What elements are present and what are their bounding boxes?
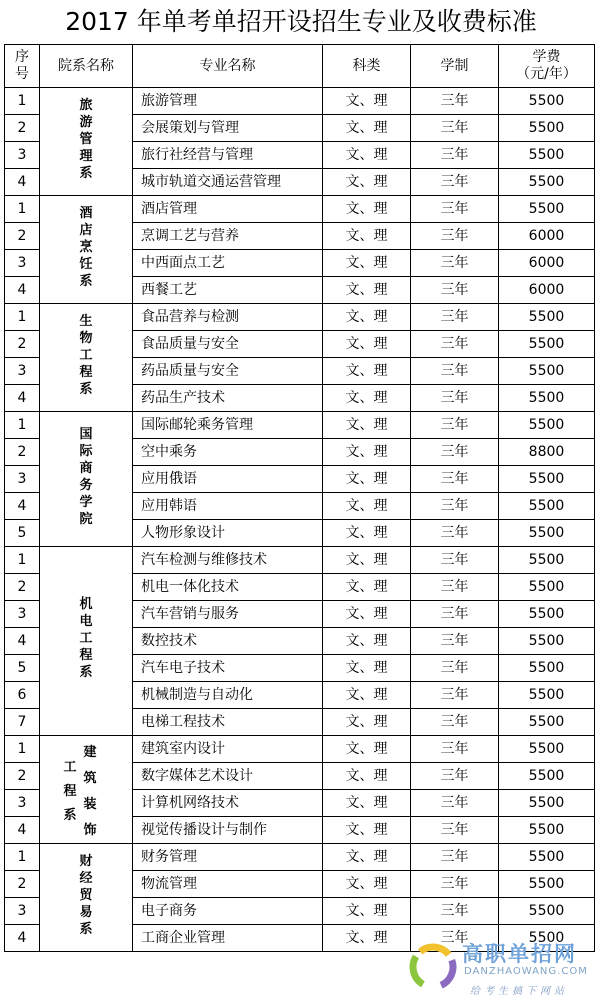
department-name-part: 建筑装饰: [83, 744, 97, 838]
major-name: 旅游管理: [133, 88, 323, 115]
tuition-fee: 5500: [499, 844, 595, 871]
department-name: [40, 304, 133, 412]
table-row: [5, 844, 595, 871]
department-name-part: 工程系: [63, 759, 77, 823]
major-name: 汽车电子技术: [133, 655, 323, 682]
major-name: 计算机网络技术: [133, 790, 323, 817]
row-index: 3: [5, 358, 40, 385]
tuition-fee: 5500: [499, 304, 595, 331]
tuition-fee: 6000: [499, 223, 595, 250]
major-name: 工商企业管理: [133, 925, 323, 952]
subject-type: 文、理: [323, 304, 411, 331]
subject-type: 文、理: [323, 655, 411, 682]
row-index: 1: [5, 88, 40, 115]
study-duration: 三年: [411, 331, 499, 358]
row-index: 2: [5, 574, 40, 601]
major-name: 应用韩语: [133, 493, 323, 520]
watermark-slogan: 给考生搞下网站: [470, 986, 568, 997]
row-index: 4: [5, 277, 40, 304]
tuition-fee: 5500: [499, 574, 595, 601]
tuition-fee: 5500: [499, 871, 595, 898]
department-name: [40, 88, 133, 196]
tuition-fee: 5500: [499, 682, 595, 709]
row-index: 2: [5, 331, 40, 358]
subject-type: 文、理: [323, 223, 411, 250]
subject-type: 文、理: [323, 250, 411, 277]
subject-type: 文、理: [323, 115, 411, 142]
major-name: 视觉传播设计与制作: [133, 817, 323, 844]
major-name: 财务管理: [133, 844, 323, 871]
tuition-fee: 5500: [499, 169, 595, 196]
row-index: 3: [5, 601, 40, 628]
major-name: 电梯工程技术: [133, 709, 323, 736]
study-duration: 三年: [411, 277, 499, 304]
study-duration: 三年: [411, 304, 499, 331]
header-index: 序号: [5, 45, 40, 88]
watermark-url: DANZHAOWANG.COM: [464, 966, 588, 977]
row-index: 2: [5, 115, 40, 142]
study-duration: 三年: [411, 628, 499, 655]
major-name: 物流管理: [133, 871, 323, 898]
major-name: 药品生产技术: [133, 385, 323, 412]
major-name: 数控技术: [133, 628, 323, 655]
department-name: [40, 736, 133, 844]
subject-type: 文、理: [323, 709, 411, 736]
major-name: 药品质量与安全: [133, 358, 323, 385]
department-name-text: 国际商务学院: [79, 426, 93, 527]
study-duration: 三年: [411, 169, 499, 196]
row-index: 1: [5, 736, 40, 763]
study-duration: 三年: [411, 547, 499, 574]
header-dept: 院系名称: [40, 45, 133, 88]
row-index: 4: [5, 925, 40, 952]
row-index: 4: [5, 628, 40, 655]
major-name: 机械制造与自动化: [133, 682, 323, 709]
subject-type: 文、理: [323, 358, 411, 385]
page-title: 2017 年单考单招开设招生专业及收费标准: [65, 7, 537, 36]
major-name: 汽车检测与维修技术: [133, 547, 323, 574]
department-name-text: 酒店烹饪系: [79, 205, 93, 289]
major-name: 酒店管理: [133, 196, 323, 223]
study-duration: 三年: [411, 88, 499, 115]
study-duration: 三年: [411, 196, 499, 223]
major-name: 会展策划与管理: [133, 115, 323, 142]
tuition-fee: 5500: [499, 628, 595, 655]
tuition-fee: 5500: [499, 817, 595, 844]
subject-type: 文、理: [323, 925, 411, 952]
major-name: 建筑室内设计: [133, 736, 323, 763]
table-header-row: [5, 45, 595, 88]
row-index: 3: [5, 250, 40, 277]
subject-type: 文、理: [323, 844, 411, 871]
major-name: 食品营养与检测: [133, 304, 323, 331]
tuition-fee: 5500: [499, 88, 595, 115]
table-row: [5, 88, 595, 115]
major-name: 中西面点工艺: [133, 250, 323, 277]
study-duration: 三年: [411, 898, 499, 925]
major-name: 电子商务: [133, 898, 323, 925]
subject-type: 文、理: [323, 871, 411, 898]
study-duration: 三年: [411, 493, 499, 520]
subject-type: 文、理: [323, 331, 411, 358]
major-name: 机电一体化技术: [133, 574, 323, 601]
tuition-fee: 5500: [499, 115, 595, 142]
study-duration: 三年: [411, 844, 499, 871]
row-index: 3: [5, 898, 40, 925]
header-subject: 科类: [323, 45, 411, 88]
tuition-fee: 5500: [499, 601, 595, 628]
tuition-fee: 8800: [499, 439, 595, 466]
table-body: [5, 88, 595, 952]
tuition-fee: 6000: [499, 250, 595, 277]
tuition-fee: 5500: [499, 520, 595, 547]
subject-type: 文、理: [323, 682, 411, 709]
study-duration: 三年: [411, 520, 499, 547]
study-duration: 三年: [411, 601, 499, 628]
row-index: 3: [5, 466, 40, 493]
table-row: [5, 196, 595, 223]
study-duration: 三年: [411, 412, 499, 439]
row-index: 1: [5, 547, 40, 574]
tuition-fee: 5500: [499, 196, 595, 223]
row-index: 6: [5, 682, 40, 709]
major-name: 旅行社经营与管理: [133, 142, 323, 169]
major-name: 人物形象设计: [133, 520, 323, 547]
major-name: 城市轨道交通运营管理: [133, 169, 323, 196]
study-duration: 三年: [411, 817, 499, 844]
tuition-fee: 6000: [499, 277, 595, 304]
department-name: [40, 412, 133, 547]
subject-type: 文、理: [323, 88, 411, 115]
department-name-text: 财经贸易系: [79, 853, 93, 937]
subject-type: 文、理: [323, 277, 411, 304]
subject-type: 文、理: [323, 574, 411, 601]
header-fee-line2: （元/年）: [516, 66, 577, 82]
tuition-fee: 5500: [499, 736, 595, 763]
tuition-fee: 5500: [499, 385, 595, 412]
subject-type: 文、理: [323, 898, 411, 925]
row-index: 1: [5, 412, 40, 439]
subject-type: 文、理: [323, 763, 411, 790]
study-duration: 三年: [411, 655, 499, 682]
table-row: [5, 412, 595, 439]
study-duration: 三年: [411, 682, 499, 709]
study-duration: 三年: [411, 790, 499, 817]
study-duration: 三年: [411, 250, 499, 277]
row-index: 7: [5, 709, 40, 736]
header-major: 专业名称: [133, 45, 323, 88]
row-index: 3: [5, 790, 40, 817]
department-name: [40, 196, 133, 304]
major-name: 烹调工艺与营养: [133, 223, 323, 250]
subject-type: 文、理: [323, 547, 411, 574]
department-name-text: 生物工程系: [79, 313, 93, 397]
row-index: 2: [5, 223, 40, 250]
header-fee: [499, 45, 595, 88]
study-duration: 三年: [411, 142, 499, 169]
subject-type: 文、理: [323, 466, 411, 493]
department-name: [40, 844, 133, 952]
tuition-fee: 5500: [499, 898, 595, 925]
department-name-text: 机电工程系: [79, 597, 93, 680]
study-duration: 三年: [411, 925, 499, 952]
table-row: [5, 736, 595, 763]
study-duration: 三年: [411, 871, 499, 898]
tuition-fee: 5500: [499, 709, 595, 736]
subject-type: 文、理: [323, 412, 411, 439]
row-index: 1: [5, 304, 40, 331]
tuition-fee: 5500: [499, 790, 595, 817]
subject-type: 文、理: [323, 520, 411, 547]
study-duration: 三年: [411, 115, 499, 142]
subject-type: 文、理: [323, 601, 411, 628]
table-row: [5, 547, 595, 574]
subject-type: 文、理: [323, 142, 411, 169]
study-duration: 三年: [411, 736, 499, 763]
tuition-fee: 5500: [499, 763, 595, 790]
row-index: 1: [5, 844, 40, 871]
row-index: 2: [5, 871, 40, 898]
tuition-fee: 5500: [499, 358, 595, 385]
row-index: 1: [5, 196, 40, 223]
tuition-fee: 5500: [499, 655, 595, 682]
subject-type: 文、理: [323, 736, 411, 763]
study-duration: 三年: [411, 223, 499, 250]
row-index: 4: [5, 493, 40, 520]
study-duration: 三年: [411, 709, 499, 736]
major-name: 应用俄语: [133, 466, 323, 493]
row-index: 2: [5, 439, 40, 466]
subject-type: 文、理: [323, 439, 411, 466]
subject-type: 文、理: [323, 169, 411, 196]
row-index: 2: [5, 763, 40, 790]
department-name-split: [61, 740, 111, 840]
study-duration: 三年: [411, 385, 499, 412]
study-duration: 三年: [411, 358, 499, 385]
study-duration: 三年: [411, 439, 499, 466]
major-name: 空中乘务: [133, 439, 323, 466]
admission-table: [4, 44, 595, 952]
row-index: 5: [5, 655, 40, 682]
tuition-fee: 5500: [499, 466, 595, 493]
row-index: 4: [5, 385, 40, 412]
table-row: [5, 304, 595, 331]
row-index: 4: [5, 817, 40, 844]
major-name: 国际邮轮乘务管理: [133, 412, 323, 439]
subject-type: 文、理: [323, 817, 411, 844]
tuition-fee: 5500: [499, 925, 595, 952]
tuition-fee: 5500: [499, 493, 595, 520]
major-name: 西餐工艺: [133, 277, 323, 304]
watermark-title: 高职单招网: [462, 942, 577, 966]
tuition-fee: 5500: [499, 331, 595, 358]
subject-type: 文、理: [323, 493, 411, 520]
study-duration: 三年: [411, 574, 499, 601]
major-name: 汽车营销与服务: [133, 601, 323, 628]
row-index: 5: [5, 520, 40, 547]
subject-type: 文、理: [323, 790, 411, 817]
subject-type: 文、理: [323, 628, 411, 655]
row-index: 3: [5, 142, 40, 169]
major-name: 数字媒体艺术设计: [133, 763, 323, 790]
header-fee-line1: 学费: [532, 49, 561, 65]
department-name: [40, 547, 133, 736]
tuition-fee: 5500: [499, 142, 595, 169]
row-index: 4: [5, 169, 40, 196]
study-duration: 三年: [411, 466, 499, 493]
subject-type: 文、理: [323, 196, 411, 223]
header-duration: 学制: [411, 45, 499, 88]
tuition-fee: 5500: [499, 547, 595, 574]
study-duration: 三年: [411, 763, 499, 790]
subject-type: 文、理: [323, 385, 411, 412]
tuition-fee: 5500: [499, 412, 595, 439]
major-name: 食品质量与安全: [133, 331, 323, 358]
department-name-text: 旅游管理系: [79, 97, 93, 181]
